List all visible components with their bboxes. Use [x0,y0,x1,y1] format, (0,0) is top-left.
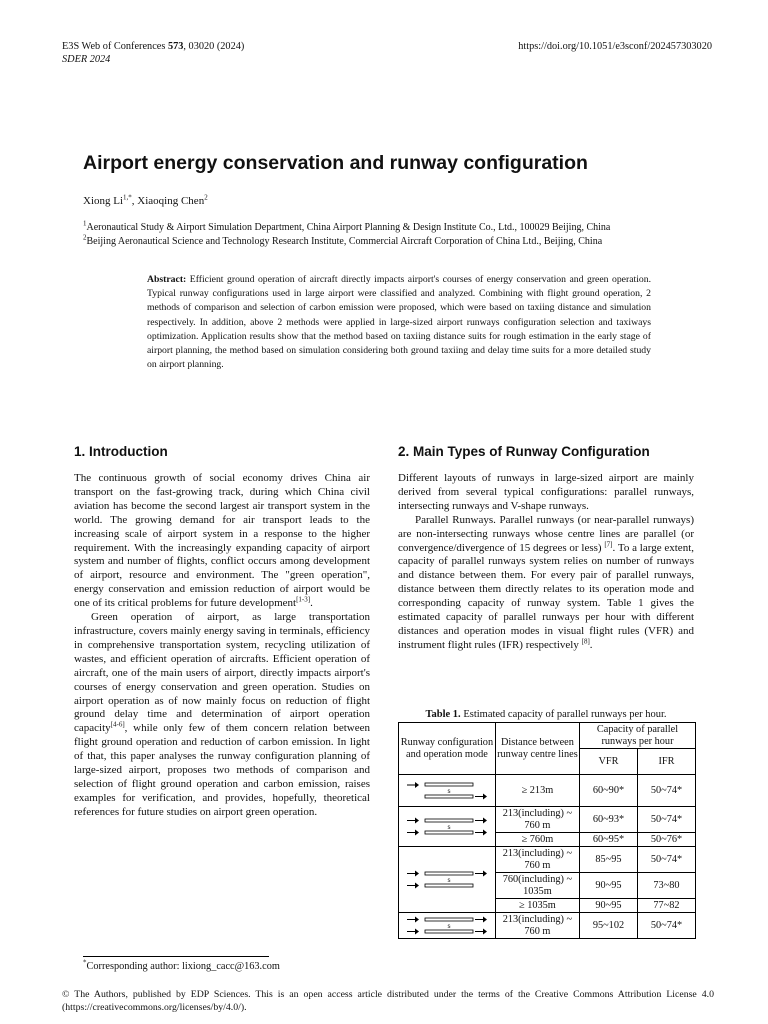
abstract-label: Abstract: [147,274,187,285]
table-row [399,775,696,807]
vfr-cell: 85~95 [579,847,637,873]
runway-paragraph-1: Different layouts of runways in large-sized airport are mainly derived from several typical configurations: parallel runways, intersecting runways and V-shape runways. [398,472,694,512]
journal-header [62,40,244,66]
ifr-cell: 77~82 [637,899,695,913]
citation-ref[interactable]: [4-6] [110,720,125,729]
ifr-cell: 50~76* [637,833,695,847]
header-capacity: Capacity of parallel runways per hour [579,723,695,749]
journal-citation: E3S Web of Conferences 573, 03020 (2024) [62,41,245,52]
introduction-body [74,472,370,820]
abstract-text: Efficient ground operation of aircraft directly impacts airport's courses of energy conservation and green operation. Typical runway configurations used in large airport were classified and analyzed. Combining with flight ground operation, 2 methods of comparison and selection of carbon emission were proposed, which were based on taxiing distance and simulation respectively. In addition, above 2 methods were applied in large-sized airport runways configuration selection and taxiways optimization. Application results show that the method based on taxiing distance suits for rough estimation in the early stage of airport planning, the method based on simulation considering both ground taxiing and delay time suits for a more detailed study on airport planning. [147,274,651,371]
intro-paragraph-1: The continuous growth of social economy drives China air transport on the fast-growing track, during which China civil aviation has become the second largest air transport system in the world. The growing demand for air transport leads to the increasing scale of airport system in a response to the higher requirement. With the increasingly expanding capacity of airport system and number of flights, conflict occurs among development of airport, resource and environment. The "green operation", energy conservation and emission reduction of airport would be one of its critical problems for future development[1-3]. [74,472,370,610]
table-row [399,913,696,939]
header-ifr: IFR [637,749,695,775]
table-header-row [399,723,696,749]
distance-cell: 213(including) ~ 760 m [495,847,579,873]
paper-title: Airport energy conservation and runway configuration [83,152,588,174]
citation-ref[interactable]: [8] [581,637,590,646]
distance-cell: ≥ 213m [495,775,579,807]
header-config: Runway configuration and operation mode [399,723,496,775]
affiliation-2: $^2$Beijing Aeronautical Science and Technology Research Institute, Commercial Aircraft Corporation of China Ltd., Beijing, China [83,233,603,247]
runway-spacing-label: s [447,824,451,831]
distance-cell: ≥ 1035m [495,899,579,913]
runway-diagram [399,775,496,807]
ifr-cell: 50~74* [637,847,695,873]
citation-ref[interactable]: [7] [604,539,613,548]
parallel-runway-diagram-icon [401,779,493,803]
author-1: Xiong Li [83,195,124,207]
section-heading-runway-configuration: 2. Main Types of Runway Configuration [398,444,650,459]
affiliations [83,221,723,248]
vfr-cell: 60~90* [579,775,637,807]
runway-diagram [399,847,496,913]
runway-section-body [398,472,694,653]
ifr-cell: 50~74* [637,913,695,939]
footnote-divider [83,956,269,957]
runway-spacing-label: s [447,788,451,795]
doi-link[interactable]: https://doi.org/10.1051/e3sconf/202457303020 [518,41,712,52]
abstract [147,273,651,372]
runway-paragraph-2: Parallel Runways. Parallel runways (or near-parallel runways) are non-intersecting runways whose centre lines are parallel (or convergence/divergence of 15 degrees or less) [7]. To a large extent, capacity of parallel runways system relies on number of runways and distance between them. For every pair of parallel runways, distance between them directly relates to its operation mode and corresponding capacity of runway system. Table 1 gives the estimated capacity of parallel runways per hour with different distances and operation modes in visual flight rules (VFR) and instrument flight rules (IFR) respectively [8]. [398,513,694,651]
table-row [399,807,696,833]
capacity-table [398,722,696,939]
table-row [399,847,696,873]
author-list: Xiong $Li^{1,*}$, Xiaoqing Chen$^2$ [83,193,208,207]
author-2: Xiaoqing Chen [137,195,205,207]
license-footer: © The Authors, published by EDP Sciences. This is an open access article distributed under the terms of the Creative Commons Attribution License 4.0 (https://creativecommons.org/licenses/by/4.0/). [62,989,714,1013]
distance-cell: ≥ 760m [495,833,579,847]
vfr-cell: 90~95 [579,899,637,913]
runway-diagram [399,807,496,847]
parallel-runway-diagram-icon [401,866,493,894]
distance-cell: 213(including) ~ 760 m [495,807,579,833]
ifr-cell: 50~74* [637,775,695,807]
vfr-cell: 90~95 [579,873,637,899]
conference-name: SDER 2024 [62,54,111,65]
table-caption: Table 1. Estimated capacity of parallel runways per hour. [425,709,667,720]
distance-cell: 213(including) ~ 760 m [495,913,579,939]
header-distance: Distance between runway centre lines [495,723,579,775]
parallel-runway-diagram-icon [401,914,493,938]
corresponding-author-footnote: *Corresponding author: lixiong_cacc@163.com [83,958,280,972]
distance-cell: 760(including) ~ 1035m [495,873,579,899]
vfr-cell: 60~95* [579,833,637,847]
vfr-cell: 60~93* [579,807,637,833]
citation-ref[interactable]: [1-3] [296,595,311,604]
ifr-cell: 50~74* [637,807,695,833]
intro-paragraph-2: Green operation of airport, as large transportation infrastructure, covers mainly energy saving in terminals, efficiency in comprehensive transportation system, recycling utilization of wastes, and efficient operation of aircrafts. Efficient operation of aircraft, one of the main users of airport, directly impacts airport's courses of energy conservation and green operation. Studies on airport operation as of now mainly focus on reduction of flight ground delay time and determination of airport operation capacity[4-6], while only few of them concern relation between flight ground operation and reduction of carbon emission. In light of that, this paper analyses the runway configuration planning of large-sized airport, proposes two methods of comparison and selection of flight ground operation and carbon emission, raises examples for verification, and provides, hopefully, theoretical references for future studies on airport green operation. [74,611,370,818]
runway-spacing-label: s [447,877,451,884]
runway-spacing-label: s [447,923,451,930]
parallel-runway-diagram-icon [401,815,493,839]
runway-diagram [399,913,496,939]
vfr-cell: 95~102 [579,913,637,939]
affiliation-1: $^1$Aeronautical Study & Airport Simulation Department, China Airport Planning & Design Institute Co., Ltd., 100029 Beijing, China [83,219,611,233]
ifr-cell: 73~80 [637,873,695,899]
section-heading-introduction: 1. Introduction [74,444,168,459]
header-vfr: VFR [579,749,637,775]
